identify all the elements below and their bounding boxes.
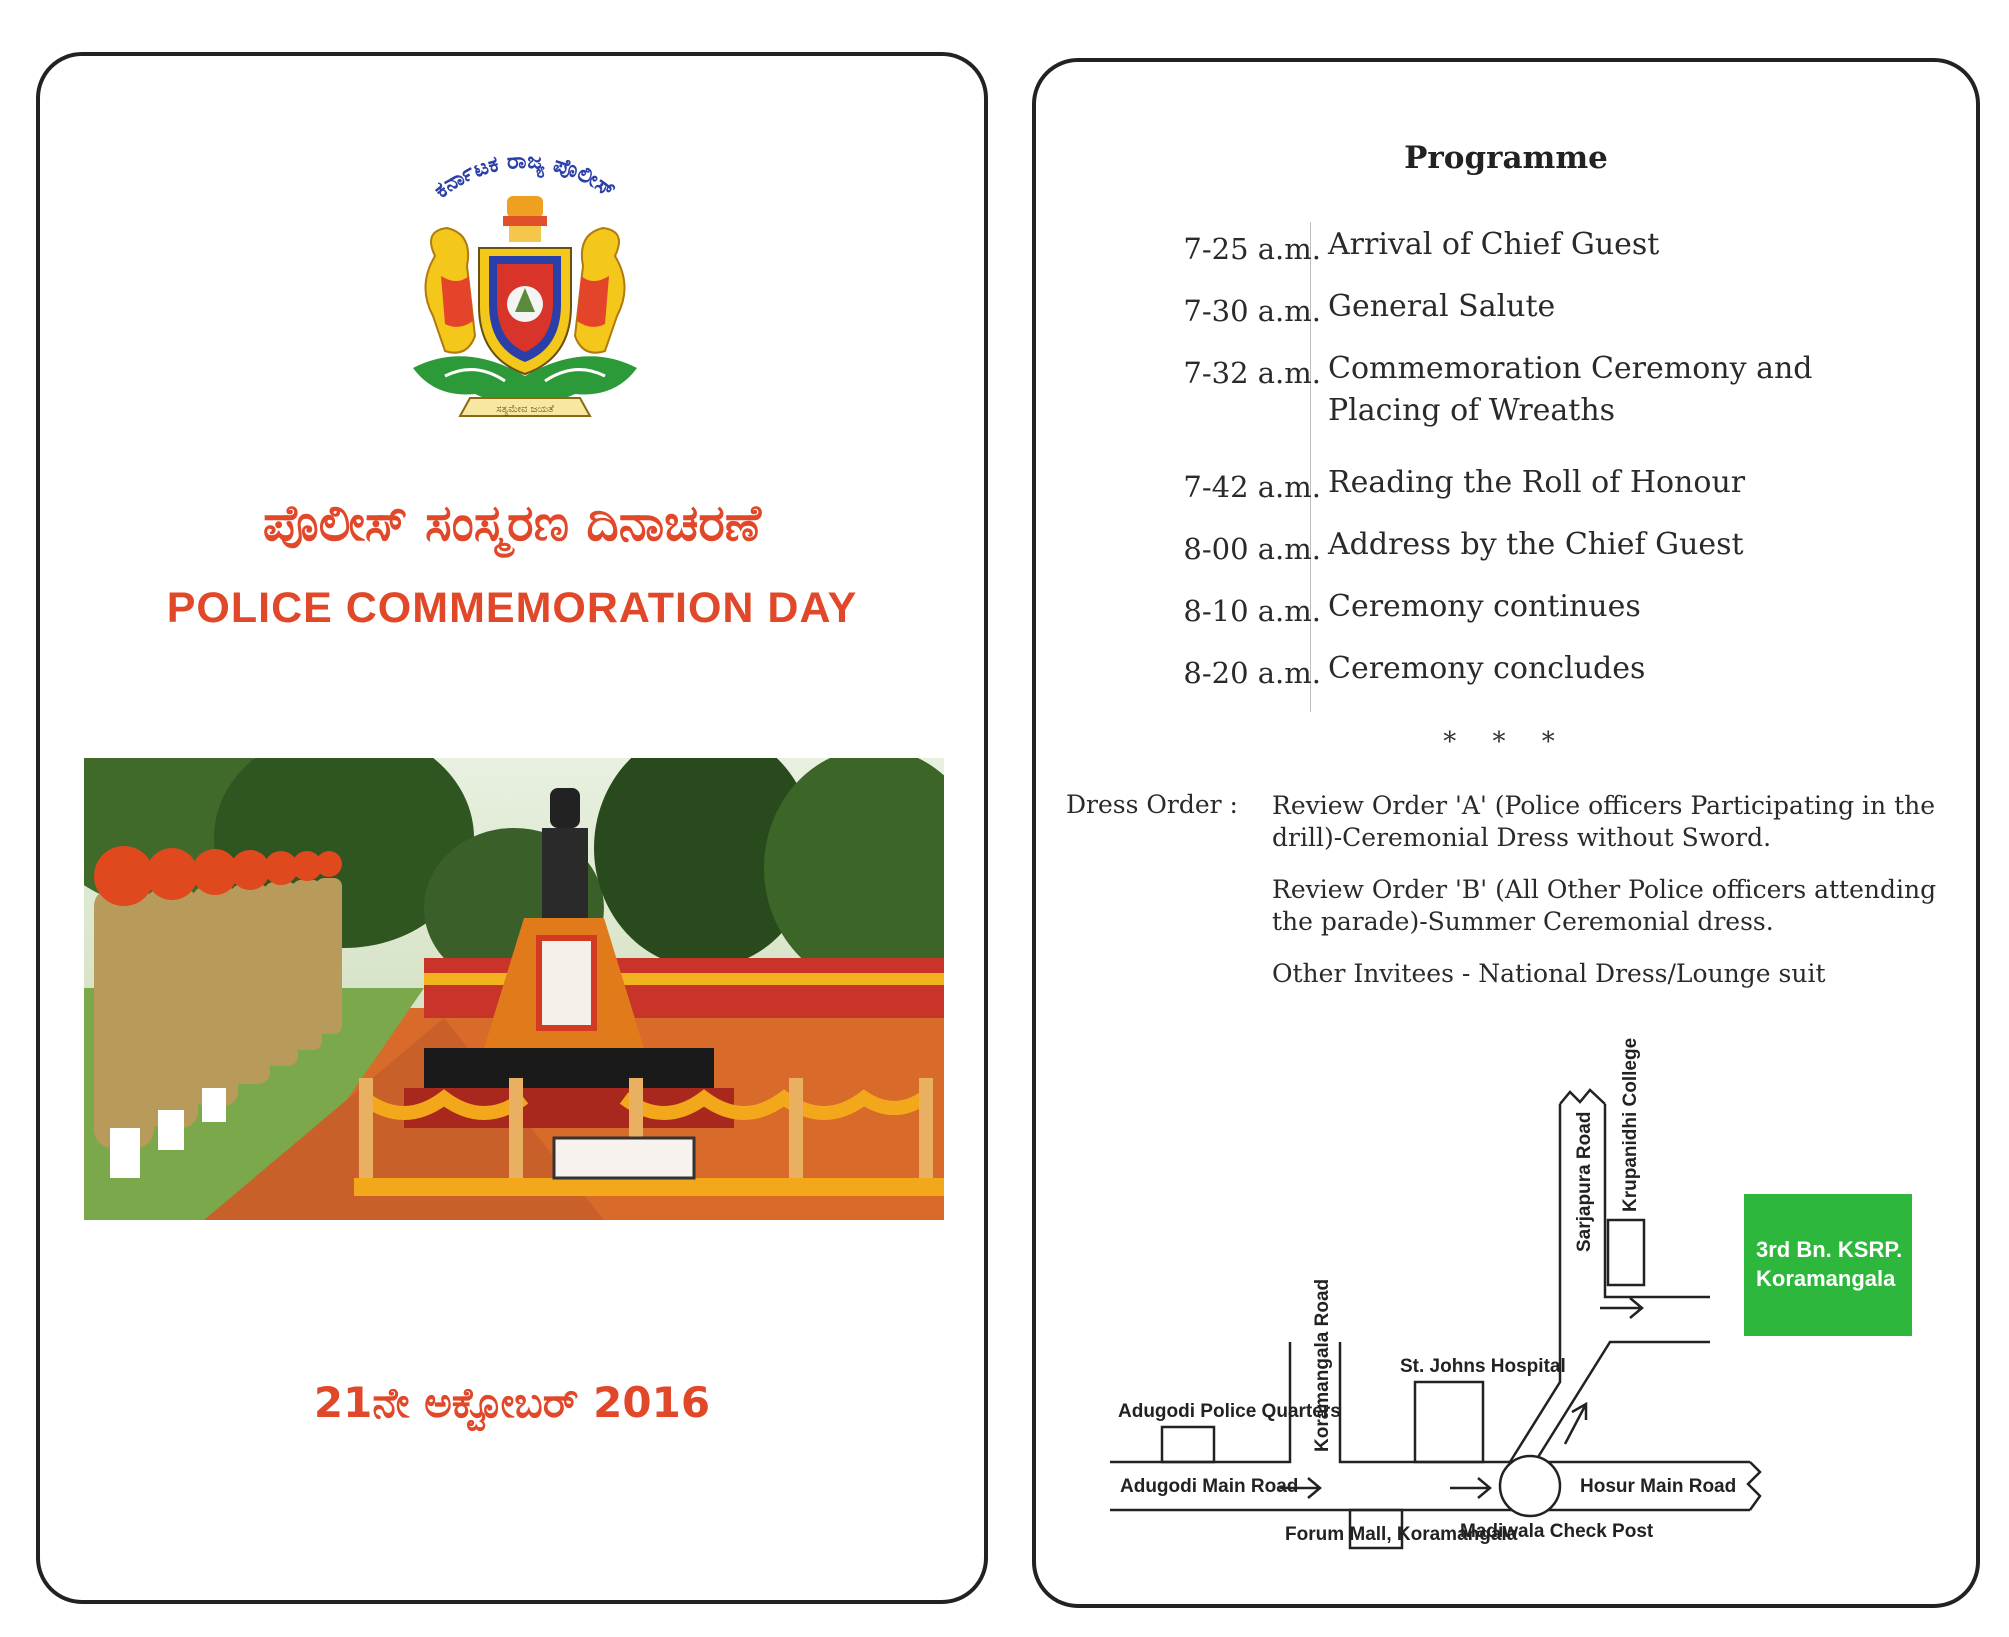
schedule-time: 7-32 a.m. <box>1183 356 1321 390</box>
arrow-right-icon <box>1600 1298 1642 1318</box>
title-english: POLICE COMMEMORATION DAY <box>166 584 858 632</box>
sarjapura-road-label: Sarjapura Road <box>1574 1111 1595 1252</box>
madiwala-check-post-label: Madiwala Check Post <box>1460 1521 1654 1542</box>
motto-scroll <box>460 398 590 416</box>
ceremony-photo <box>84 758 944 1220</box>
schedule-event: Commemoration Ceremony and Placing of Wreaths <box>1328 351 1813 428</box>
right-card <box>1032 58 1980 1608</box>
separator-stars: * * * <box>1443 727 1569 757</box>
title-kannada: ಪೊಲೀಸ್ ಸಂಸ್ಮರಣ ದಿನಾಚರಣೆ <box>262 494 762 552</box>
schedule-time: 8-10 a.m. <box>1183 594 1321 628</box>
dress-order-label: Dress Order : <box>1066 790 1238 819</box>
arrow-right-icon <box>1450 1478 1490 1498</box>
schedule-time: 8-00 a.m. <box>1183 532 1321 566</box>
schedule-event: Address by the Chief Guest <box>1328 527 1744 562</box>
schedule-event: General Salute <box>1328 289 1556 324</box>
schedule-time: 7-25 a.m. <box>1183 232 1321 266</box>
adugodi-police-quarters-label: Adugodi Police Quarters <box>1118 1401 1341 1422</box>
destination-box <box>1744 1194 1912 1336</box>
destination-label-2: Koramangala <box>1756 1266 1896 1291</box>
schedule-time: 7-30 a.m. <box>1183 294 1321 328</box>
karnataka-police-emblem <box>375 136 675 436</box>
forum-mall-label-visible: Forum Mall, Koramangala <box>1285 1524 1518 1545</box>
koramangala-road-label: Koramangala Road <box>1312 1278 1333 1452</box>
schedule-event: Reading the Roll of Honour <box>1328 465 1746 500</box>
schedule-event: Ceremony concludes <box>1328 651 1646 686</box>
left-lion-icon <box>425 228 475 353</box>
location-map <box>1080 1032 1950 1552</box>
left-card <box>36 52 988 1604</box>
shield-icon <box>479 248 571 374</box>
lion-capital-icon <box>503 196 547 242</box>
krupanidhi-college-label: Krupanidhi College <box>1620 1037 1641 1212</box>
destination-label-1: 3rd Bn. KSRP. <box>1756 1237 1903 1262</box>
schedule-time: 7-42 a.m. <box>1183 470 1321 504</box>
right-lion-icon <box>575 228 625 353</box>
schedule-time: 8-20 a.m. <box>1183 656 1321 690</box>
dress-order-item: Other Invitees - National Dress/Lounge suit <box>1272 959 1826 988</box>
dress-order-item: Review Order 'A' (Police officers Participating in the drill)-Ceremonial Dress without Sword. <box>1272 791 1936 852</box>
motto-text: ಸತ್ಯಮೇವ ಜಯತೆ <box>496 404 554 415</box>
dress-order-item: Review Order 'B' (All Other Police officers attending the parade)-Summer Ceremonial dress. <box>1272 875 1937 936</box>
adugodi-main-road-label: Adugodi Main Road <box>1120 1476 1299 1497</box>
direction-arrows <box>1280 1298 1642 1498</box>
schedule-event: Ceremony continues <box>1328 589 1641 624</box>
st-johns-hospital-label: St. Johns Hospital <box>1400 1356 1566 1377</box>
programme-heading: Programme <box>1404 140 1608 176</box>
emblem-arc-text: ಕರ್ನಾಟಕ ರಾಜ್ಯ ಪೊಲೀಸ್ <box>429 148 621 204</box>
event-date: 21ನೇ ಅಕ್ಟೋಬರ್ 2016 <box>313 1378 711 1427</box>
hosur-main-road-label: Hosur Main Road <box>1580 1476 1737 1497</box>
schedule-event: Arrival of Chief Guest <box>1328 227 1660 262</box>
